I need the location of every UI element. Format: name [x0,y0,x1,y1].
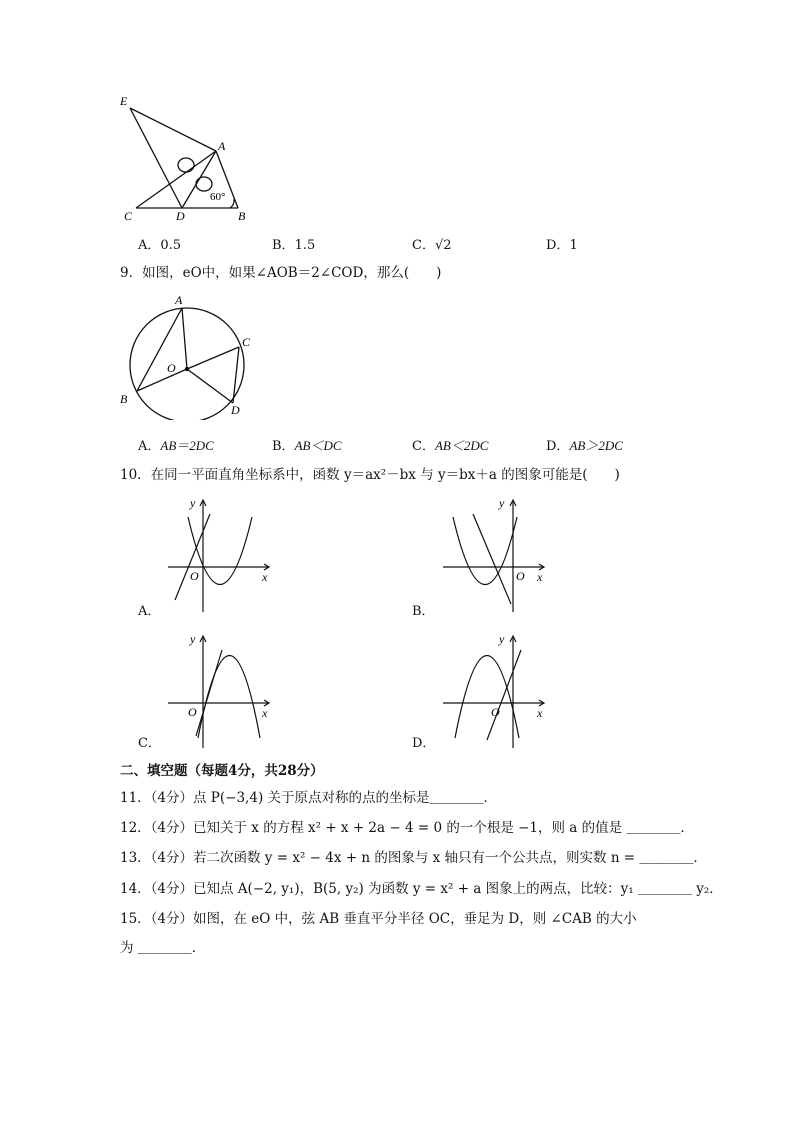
q8-option-c: C．√2 [412,238,452,253]
svg-text:x: x [537,706,543,720]
svg-text:y: y [190,632,196,646]
q9-option-a: A．AB＝2DC [138,438,214,454]
q8-label-d: D [176,209,185,223]
q9-label-a: A [175,293,183,307]
q10-graph-d [435,628,555,753]
q10-stem: 10．在同一平面直角坐标系中，函数 y＝ax²－bx 与 y＝bx＋a 的图象可能是( ) [120,467,620,483]
q9-circle-figure [115,288,265,420]
svg-text:O: O [516,569,525,583]
q9-label-d: D [231,403,240,417]
q8-label-b: B [238,209,246,223]
q8-figure [110,88,270,228]
svg-text:x: x [537,570,543,584]
q9-stem: 9．如图，eO中，如果∠AOB＝2∠COD，那么( ) [120,265,442,281]
q10-label-b: B． [412,604,435,619]
q9-label-o: O [167,361,176,375]
svg-text:O: O [188,705,197,719]
q14: 14．（4分）已知点 A(−2, y₁)，B(5, y₂) 为函数 y = x² + a 图象上的两点，比较：y₁ ＿＿＿＿ y₂． [120,881,723,897]
q8-option-b: B．1.5 [272,238,316,253]
q10-graph-a [160,492,280,617]
svg-text:x: x [262,706,268,720]
q10-label-c: C． [138,736,161,751]
q15-line1: 15．（4分）如图，在 eO 中，弦 AB 垂直平分半径 OC，垂足为 D，则 ∠CAB 的大小 [120,911,637,927]
svg-text:y: y [190,496,196,510]
q10-graph-b [435,492,555,617]
q15-line2: 为 ＿＿＿＿． [120,940,206,956]
svg-text:O: O [491,705,500,719]
q9-option-d: D．AB＞2DC [546,438,623,454]
q8-label-e: E [120,94,128,108]
q10-label-d: D． [412,736,436,751]
svg-text:x: x [262,570,268,584]
q8-option-a: A．0.5 [138,238,182,253]
q9-label-b: B [120,392,128,406]
q11: 11．（4分）点 P(−3,4) 关于原点对称的点的坐标是＿＿＿＿． [120,790,497,806]
q10-graph-c [160,628,280,753]
svg-text:y: y [499,496,505,510]
q13: 13．（4分）若二次函数 y = x² − 4x + n 的图象与 x 轴只有一个公共点，则实数 n = ＿＿＿＿． [120,850,707,866]
section-2-title: 二、填空题（每题4分，共28分） [120,763,324,779]
q8-label-a: A [218,139,226,153]
q12: 12．（4分）已知关于 x 的方程 x² + x + 2a − 4 = 0 的一个根是 −1，则 a 的值是 ＿＿＿＿． [120,820,694,836]
svg-text:y: y [499,632,505,646]
q8-option-d: D．1 [546,238,578,253]
svg-text:O: O [190,569,199,583]
q8-label-c: C [124,209,133,223]
q10-label-a: A． [138,604,161,619]
q9-option-c: C．AB＜2DC [412,438,489,454]
q8-angle-label: 60° [210,191,226,203]
q9-label-c: C [242,335,251,349]
q9-option-b: B．AB＜DC [272,438,342,454]
